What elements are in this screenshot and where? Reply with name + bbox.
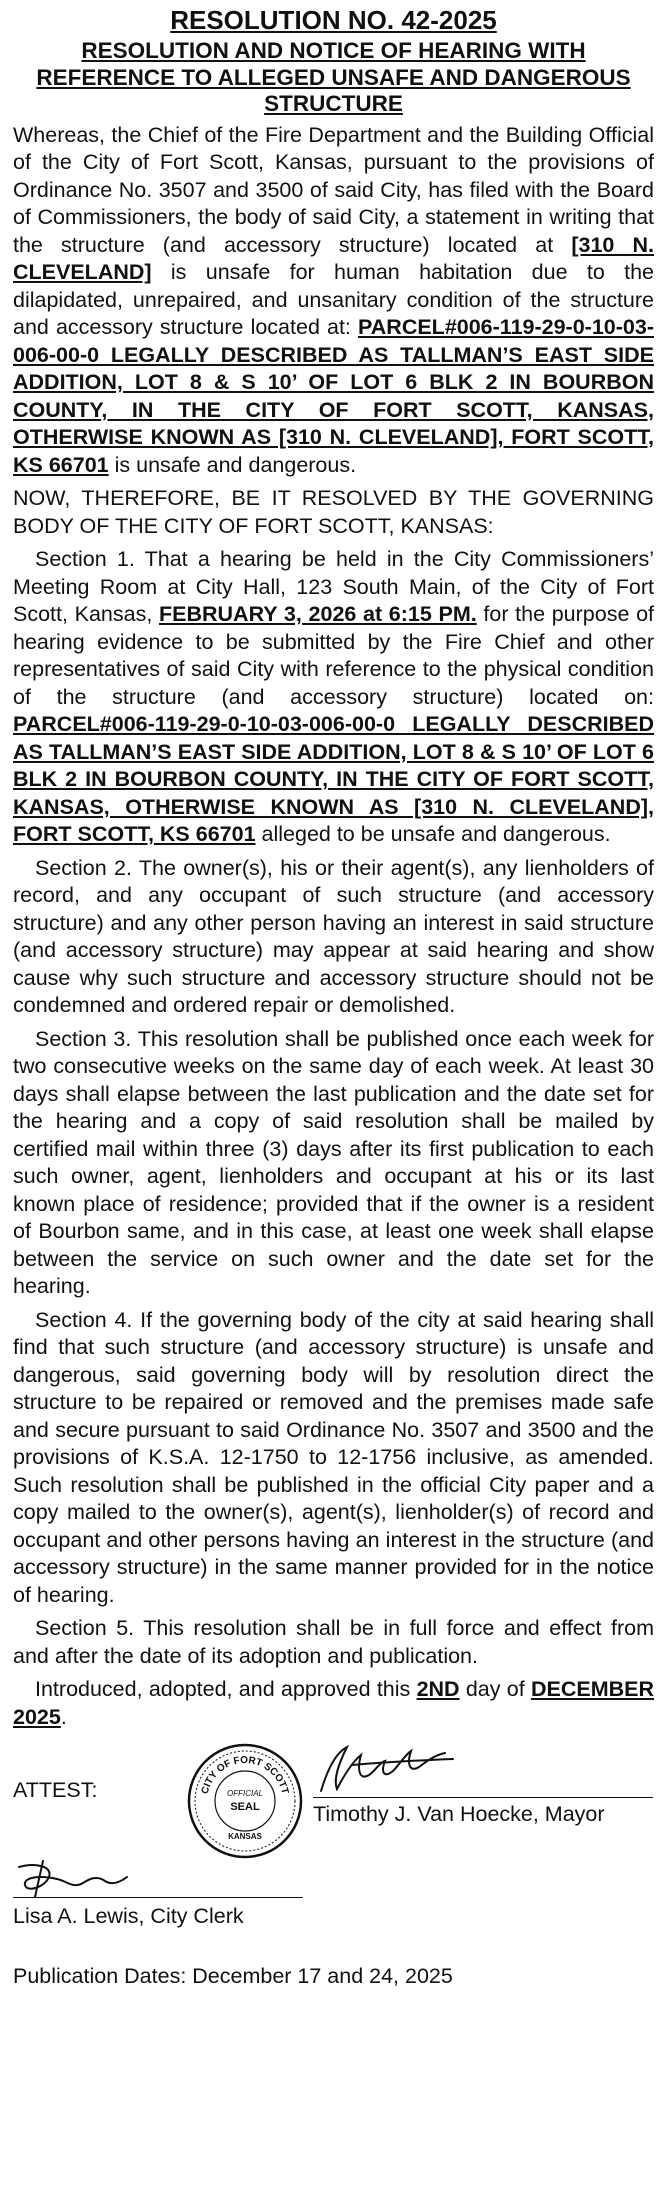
approval-day: 2ND (416, 1677, 460, 1701)
section-4-paragraph: Section 4. If the governing body of the city at said hearing shall find that such structure (and accessory structure) is unsafe and dangerous, said governing body will by resolution direct the structure to be repaired or removed and the premises made safe and secure pursuant to said Ordinance No. 3507 and 3500 and the provisions of K.S.A. 12-1750 to 12-1756 inclusive, as amended. Such resolution shall be published in the official City paper and a copy mailed to the owner(s), agent(s), lienholder(s) of record and occupant and other persons having an interest in the structure (and accessory structure) in the same manner provided for in the notice of hearing. (13, 1307, 654, 1607)
mayor-signature (313, 1741, 463, 1799)
resolution-subtitle: RESOLUTION AND NOTICE OF HEARING WITH REFERENCE TO ALLEGED UNSAFE AND DANGEROUS STRUCTURE (36, 38, 631, 116)
publication-dates: Publication Dates: December 17 and 24, 2025 (13, 1964, 453, 1988)
whereas-text-1: Whereas, the Chief of the Fire Department and the Building Official of the City of Fort Scott, Kansas, pursuant to the provisions of Ordinance No. 3507 and 3500 of said City, has filed with the Board of Commissioners, the body of said City, a statement in writing that the structure (and accessory structure) located at (13, 122, 654, 257)
section-5-paragraph: Section 5. This resolution shall be in full force and effect from and after the date of its adoption and publication. (13, 1616, 654, 1668)
city-seal (185, 1741, 305, 1861)
section-1-text-2: for the purpose of hearing evidence to be submitted by the Fire Chief and other representatives of said City with reference to the physical condition of the structure (and accessory structure) located on: (13, 602, 655, 709)
section-1-legal-description: PARCEL#006-119-29-0-10-03-006-00-0 LEGALLY DESCRIBED AS TALLMAN’S EAST SIDE ADDITION, LOT 8 & S 10’ OF LOT 6 BLK 2 IN BOURBON COUNTY, IN THE CITY OF FORT SCOTT, KANSAS, OTHERWISE KNOWN AS [310 N. CLEVELAND], FORT SCOTT, KS 66701 (13, 712, 654, 846)
whereas-legal-description: PARCEL#006-119-29-0-10-03-006-00-0 LEGALLY DESCRIBED AS TALLMAN’S EAST SIDE ADDITION, LOT 8 & S 10’ OF LOT 6 BLK 2 IN BOURBON COUNTY, IN THE CITY OF FORT SCOTT, KANSAS, OTHERWISE KNOWN AS [310 N. CLEVELAND], FORT SCOTT, KS 66701 (13, 315, 654, 477)
whereas-address: [310 N. CLEVELAND] (13, 232, 654, 284)
approval-text-1: Introduced, adopted, and approved this (35, 1677, 417, 1701)
section-1-text-1: Section 1. That a hearing be held in the City Commissioners’ Meeting Room at City Hall, 123 South Main, of the City of Fort Scott, Kansas, (13, 547, 654, 626)
signature-area (13, 1741, 654, 2041)
clerk-signature-line (13, 1897, 303, 1898)
seal-official-text: OFFICIAL (226, 1789, 264, 1798)
clerk-name: Lisa A. Lewis, City Clerk (13, 1904, 244, 1928)
hearing-date: FEBRUARY 3, 2026 at 6:15 PM. (159, 602, 477, 626)
now-therefore-paragraph: NOW, THEREFORE, BE IT RESOLVED BY THE GOVERNING BODY OF THE CITY OF FORT SCOTT, KANSAS: (13, 486, 654, 538)
clerk-signature (13, 1853, 133, 1903)
mayor-name: Timothy J. Van Hoecke, Mayor (313, 1802, 605, 1826)
mayor-signature-line (313, 1797, 653, 1798)
approval-month: DECEMBER 2025 (13, 1677, 655, 1729)
whereas-paragraph (13, 122, 654, 480)
whereas-text-3: is unsafe and dangerous. (108, 452, 357, 477)
resolution-title: RESOLUTION NO. 42-2025 (170, 5, 497, 35)
seal-bottom-text: KANSAS (228, 1832, 262, 1841)
seal-ring-text: CITY OF FORT SCOTT (199, 1754, 291, 1796)
section-1-text-3: alleged to be unsafe and dangerous. (255, 822, 611, 846)
whereas-text-2: is unsafe for human habitation due to the dilapidated, unrepaired, and unsanitary condition of the structure and accessory structure located at: (13, 260, 654, 339)
section-1-paragraph (13, 546, 654, 849)
approval-paragraph (13, 1676, 654, 1731)
section-3-paragraph: Section 3. This resolution shall be published once each week for two consecutive weeks on the same day of each week. At least 30 days shall elapse between the last publication and the date set for the hearing and a copy of said resolution shall be mailed by certified mail within three (3) days after its first publication to each such owner, agent, lienholders and occupant at his or its last known place of residence; provided that if the owner is a resident of Bourbon same, and in this case, at least one week shall elapse between the service on such owner and the date set for the hearing. (13, 1026, 654, 1298)
section-2-paragraph: Section 2. The owner(s), his or their agent(s), any lienholders of record, and any occupant of such structure (and accessory structure) and any other person having an interest in said structure (and accessory structure) may appear at said hearing and show cause why such structure and accessory structure should not be condemned and ordered repair or demolished. (13, 855, 654, 1017)
approval-text-3: . (60, 1704, 67, 1729)
seal-main-text: SEAL (230, 1801, 260, 1813)
approval-text-2: day of (459, 1677, 531, 1701)
attest-label: ATTEST: (13, 1778, 98, 1802)
